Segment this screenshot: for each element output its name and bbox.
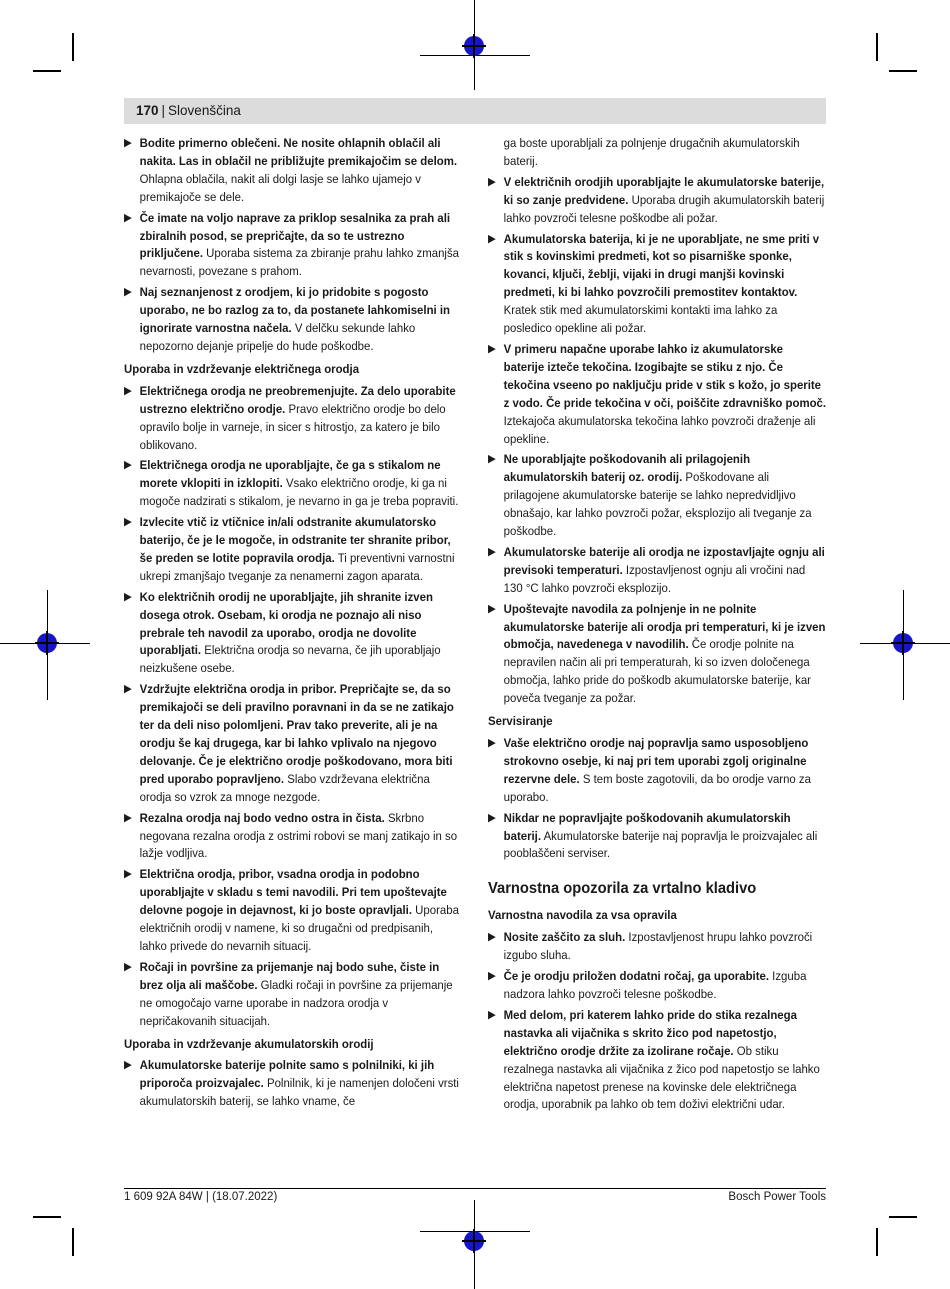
section-title: Varnostna opozorila za vrtalno kladivo (488, 880, 757, 898)
item-text: Kratek stik med akumulatorskimi kontakti ima lahko za posledico opekline ali požar. (503, 303, 778, 336)
list-item (124, 681, 463, 806)
bullet-arrow-icon: ▶ (488, 545, 496, 558)
item-text: Vsako električno orodje, ki ga ni mogoče nadzirati s stikalom, je nevarno in ga je treba popraviti. (139, 476, 459, 509)
item-emphasis: Akumulatorske baterije polnite samo s polnilniki, ki jih priporoča proizvajalec. (139, 1058, 435, 1091)
list-item (488, 810, 827, 864)
bullet-arrow-icon: ▶ (488, 602, 496, 615)
crop-mark (876, 33, 878, 61)
list-item (488, 968, 827, 1004)
item-emphasis: Bodite primerno oblečeni. Ne nosite ohlapnih oblačil ali nakita. Las in oblačil ne približujte premikajočim se delom. (139, 136, 458, 168)
bullet-arrow-icon: ▶ (124, 590, 132, 603)
bullet-arrow-icon: ▶ (124, 286, 132, 299)
list-item (488, 174, 827, 228)
right-column (488, 135, 827, 1117)
item-text: Polnilnik, ki je namenjen določeni vrsti akumulatorskih baterij, se lahko vname, če (139, 1076, 459, 1109)
header-separator: | (161, 103, 166, 118)
list-item (124, 135, 463, 207)
item-text: Če orodje polnite na nepravilen način ali pri temperaturah, ki so izven določenega območja, lahko pride do poškodb akumulatorske baterije, kar poveča tveganje za požar. (503, 637, 811, 706)
crop-mark (33, 1216, 61, 1218)
page-header (124, 98, 826, 124)
item-text: Ob stiku rezalnega nastavka ali vijačnika z žico pod napetostjo se lahko električna napetost prenese na kovinske dele električnega orodja, uporabnik pa lahko ob tem doživi električni udar. (503, 1043, 820, 1112)
item-text: Uporaba drugih akumulatorskih baterij lahko povzroči telesne poškodbe ali požar. (503, 192, 825, 225)
bullet-arrow-icon: ▶ (124, 960, 132, 973)
item-emphasis: Če imate na voljo naprave za priklop sesalnika za prah ali zbiralnih posod, se prepričajte, da so te ustrezno priključene. (139, 210, 451, 261)
list-item (124, 284, 463, 356)
item-emphasis: Nosite zaščito za sluh. (503, 930, 626, 945)
item-emphasis: Električnega orodja ne uporabljajte, če ga s stikalom ne morete vklopiti in izklopiti. (139, 458, 441, 491)
item-text: Ti preventivni varnostni ukrepi zmanjšajo tveganje za nenamerni zagon aparata. (139, 550, 455, 583)
list-item (124, 959, 463, 1031)
item-emphasis: Če je orodju priložen dodatni ročaj, ga uporabite. (503, 969, 770, 984)
crop-mark (889, 70, 917, 72)
bullet-arrow-icon: ▶ (488, 970, 496, 983)
battery-heading: Uporaba in vzdrževanje akumulatorskih orodij (124, 1036, 374, 1051)
list-item (124, 589, 463, 679)
bullet-arrow-icon: ▶ (488, 931, 496, 944)
item-text: Ohlapna oblačila, nakit ali dolgi lasje se lahko ujamejo v premikajoče se dele. (139, 171, 422, 204)
registration-mark-icon (464, 1231, 484, 1251)
list-item (124, 810, 463, 864)
footer-brand: Bosch Power Tools (728, 1191, 826, 1203)
bullet-arrow-icon: ▶ (488, 737, 496, 749)
left-column (124, 135, 463, 1114)
list-item (124, 383, 463, 455)
all-ops-heading: Varnostna navodila za vsa opravila (488, 908, 677, 923)
item-text: Akumulatorske baterije naj popravlja le proizvajalec ali pooblaščeni serviser. (503, 828, 818, 861)
footer-date: (18.07.2022) (212, 1191, 278, 1203)
item-text: Električna orodja so nevarna, če jih uporabljajo neizkušene osebe. (139, 643, 441, 676)
item-emphasis: Ročaji in površine za prijemanje naj bodo suhe, čiste in brez olja ali maščobe. (139, 959, 440, 992)
crop-mark (72, 33, 74, 61)
list-item (488, 1007, 827, 1114)
bullet-arrow-icon: ▶ (488, 811, 496, 824)
item-emphasis: Izvlecite vtič iz vtičnice in/ali odstranite akumulatorsko baterijo, če je le mogoče, in odstranite ter shranite pribor, še preden se lotite popravila orodja. (139, 515, 451, 565)
bullet-arrow-icon: ▶ (488, 342, 496, 355)
item-text: Poškodovane ali prilagojene akumulatorske baterije se lahko nepredvidljivo obnašajo, kar lahko povzroči požar, eksplozijo ali tveganje za poškodbe. (503, 470, 812, 539)
battery-list (124, 1057, 463, 1111)
item-text: V delčku sekunde lahko nepozorno dejanje pripelje do hude poškodbe. (139, 321, 416, 353)
item-text: Pravo električno orodje bo delo opravilo bolje in varneje, in sicer s hitrostjo, za katero je bilo oblikovano. (139, 401, 446, 452)
bullet-arrow-icon: ▶ (124, 384, 132, 397)
bullet-arrow-icon: ▶ (488, 1008, 496, 1021)
footer-separator: | (205, 1191, 209, 1203)
item-text: Izpostavljenost ognju ali vročini nad 130 °C lahko povzroči eksplozijo. (503, 562, 806, 595)
item-emphasis: Rezalna orodja naj bodo vedno ostra in čista. (139, 810, 385, 825)
item-emphasis: Vaše električno orodje naj popravlja samo usposobljeno strokovno osebje, ki naj pri tem uporabi zgolj originalne rezervne dele. (503, 736, 809, 786)
bullet-arrow-icon: ▶ (124, 683, 132, 696)
intro-list (124, 135, 463, 356)
header-language: Slovenščina (168, 103, 241, 118)
registration-mark-icon (893, 633, 913, 653)
item-text: Iztekajoča akumulatorska tekočina lahko povzroči draženje ali opekline. (503, 413, 816, 446)
item-text: S tem boste zagotovili, da bo orodje varno za uporabo. (503, 771, 811, 804)
bullet-arrow-icon: ▶ (488, 232, 496, 245)
item-emphasis: Akumulatorska baterija, ki je ne uporabljate, ne sme priti v stik s kovinskimi predmeti, kot so pisarniške sponke, kovanci, ključi, žeblji, vijaki in drugi manjši kovinski predmeti, ki bi lahko povzročili premostitev kontaktov. (503, 231, 820, 300)
bullet-arrow-icon: ▶ (124, 459, 132, 472)
list-item (124, 457, 463, 511)
item-emphasis: V električnih orodjih uporabljajte le akumulatorske baterije, ki so zanje predvidene. (503, 174, 825, 207)
item-emphasis: Akumulatorske baterije ali orodja ne izpostavljajte ognju ali previsoki temperaturi. (503, 544, 825, 577)
item-emphasis: Naj seznanjenost z orodjem, ki jo pridobite s pogosto uporabo, ne bo razlog za to, da postanete lahkomiselni in ignorirate varnostna načela. (139, 285, 450, 336)
item-text: Uporaba sistema za zbiranje prahu lahko zmanjša nevarnosti, povezane s prahom. (139, 246, 459, 279)
all-ops-list (488, 929, 827, 1114)
registration-mark-icon (37, 633, 57, 653)
list-item (488, 544, 827, 598)
continued-text: ga boste uporabljali za polnjenje drugačnih akumulatorskih baterij. (503, 136, 800, 168)
item-emphasis: Električnega orodja ne preobremenjujte. Za delo uporabite ustrezno električno orodje. (139, 383, 456, 416)
service-list (488, 735, 827, 863)
list-item (488, 735, 827, 807)
bullet-arrow-icon: ▶ (488, 453, 496, 466)
crop-mark (33, 70, 61, 72)
footer-doc-code: 1 609 92A 84W (124, 1191, 203, 1203)
footer-rule (124, 1188, 826, 1189)
bullet-arrow-icon: ▶ (124, 868, 132, 881)
tools-heading: Uporaba in vzdrževanje električnega orodja (124, 361, 360, 376)
footer-doc-info (124, 1191, 277, 1203)
page-number: 170 (136, 103, 159, 118)
battery-list-continued (488, 174, 827, 708)
bullet-arrow-icon: ▶ (124, 811, 132, 824)
item-emphasis: Upoštevajte navodila za polnjenje in ne polnite akumulatorske baterije ali orodja pri temperaturi, ki je izven območja, navedenega v navodilih. (503, 601, 826, 652)
bullet-arrow-icon: ▶ (124, 516, 132, 529)
item-text: Gladki ročaji in površine za prijemanje ne omogočajo varne uporabe in nadzora orodja v nepričakovanih situacijah. (139, 977, 453, 1028)
bullet-arrow-icon: ▶ (488, 175, 496, 188)
list-item (124, 210, 463, 282)
bullet-arrow-icon: ▶ (124, 137, 132, 149)
item-emphasis: Ne uporabljajte poškodovanih ali prilagojenih akumulatorskih baterij oz. orodij. (503, 452, 751, 485)
list-item (124, 514, 463, 586)
bullet-arrow-icon: ▶ (124, 1059, 132, 1072)
service-heading: Servisiranje (488, 714, 553, 729)
item-emphasis: V primeru napačne uporabe lahko iz akumulatorske baterije izteče tekočina. Izogibajte se stiku z njo. Če tekočina vseeno po naključju pride v stik s kožo, jo sperite z vodo. Če pride tekočina v oči, poiščite zdravniško pomoč. (503, 341, 827, 410)
list-item (488, 341, 827, 448)
item-text: Skrbno negovana rezalna orodja z ostrimi robovi se manj zatikajo in so lažje vodljiva. (139, 810, 458, 861)
item-emphasis: Vzdržujte električna orodja in pribor. Prepričajte se, da so premikajoči se deli pravilno poravnani in da se ne zatikajo ter da deli niso polomljeni. Prav tako preverite, ali je na orodju še kaj drugega, kar bi lahko vplivalo na njegovo delovanje. Če je električno orodje poškodovano, mora biti pred uporabo popravljeno. (139, 682, 454, 786)
list-item (124, 1057, 463, 1111)
bullet-arrow-icon: ▶ (124, 211, 132, 224)
item-emphasis: Med delom, pri katerem lahko pride do stika rezalnega nastavka ali vijačnika s skrito žico pod napetostjo, električno orodje držite za izolirane ročaje. (503, 1007, 797, 1058)
registration-mark-icon (464, 36, 484, 56)
list-item (488, 451, 827, 541)
list-item (488, 601, 827, 708)
tools-list (124, 383, 463, 1031)
item-emphasis: Električna orodja, pribor, vsadna orodja in podobno uporabljajte v skladu s temi navodili. Pri tem upoštevajte delovne pogoje in dejavnost, ki jo boste opravljali. (139, 867, 447, 918)
item-text: Uporaba električnih orodij v namene, ki so drugačni od predpisanih, lahko privede do nevarnih situacij. (139, 903, 459, 953)
item-emphasis: Nikdar ne popravljajte poškodovanih akumulatorskih baterij. (503, 810, 791, 843)
crop-mark (889, 1216, 917, 1218)
item-text: Izguba nadzora lahko povzroči telesne poškodbe. (503, 969, 807, 1001)
item-emphasis: Ko električnih orodij ne uporabljajte, jih shranite izven dosega otrok. Osebam, ki orodja ne poznajo ali niso prebrale teh navodil za uporabo, orodja ne dovolite uporabljati. (139, 589, 433, 658)
list-item (488, 231, 827, 338)
list-item (124, 866, 463, 956)
crop-mark (72, 1228, 74, 1256)
crop-mark (876, 1228, 878, 1256)
item-text: Izpostavljenost hrupu lahko povzroči izgubo sluha. (503, 930, 813, 963)
item-text: Slabo vzdrževana električna orodja so vzrok za mnoge nezgode. (139, 771, 430, 804)
list-item (488, 929, 827, 965)
